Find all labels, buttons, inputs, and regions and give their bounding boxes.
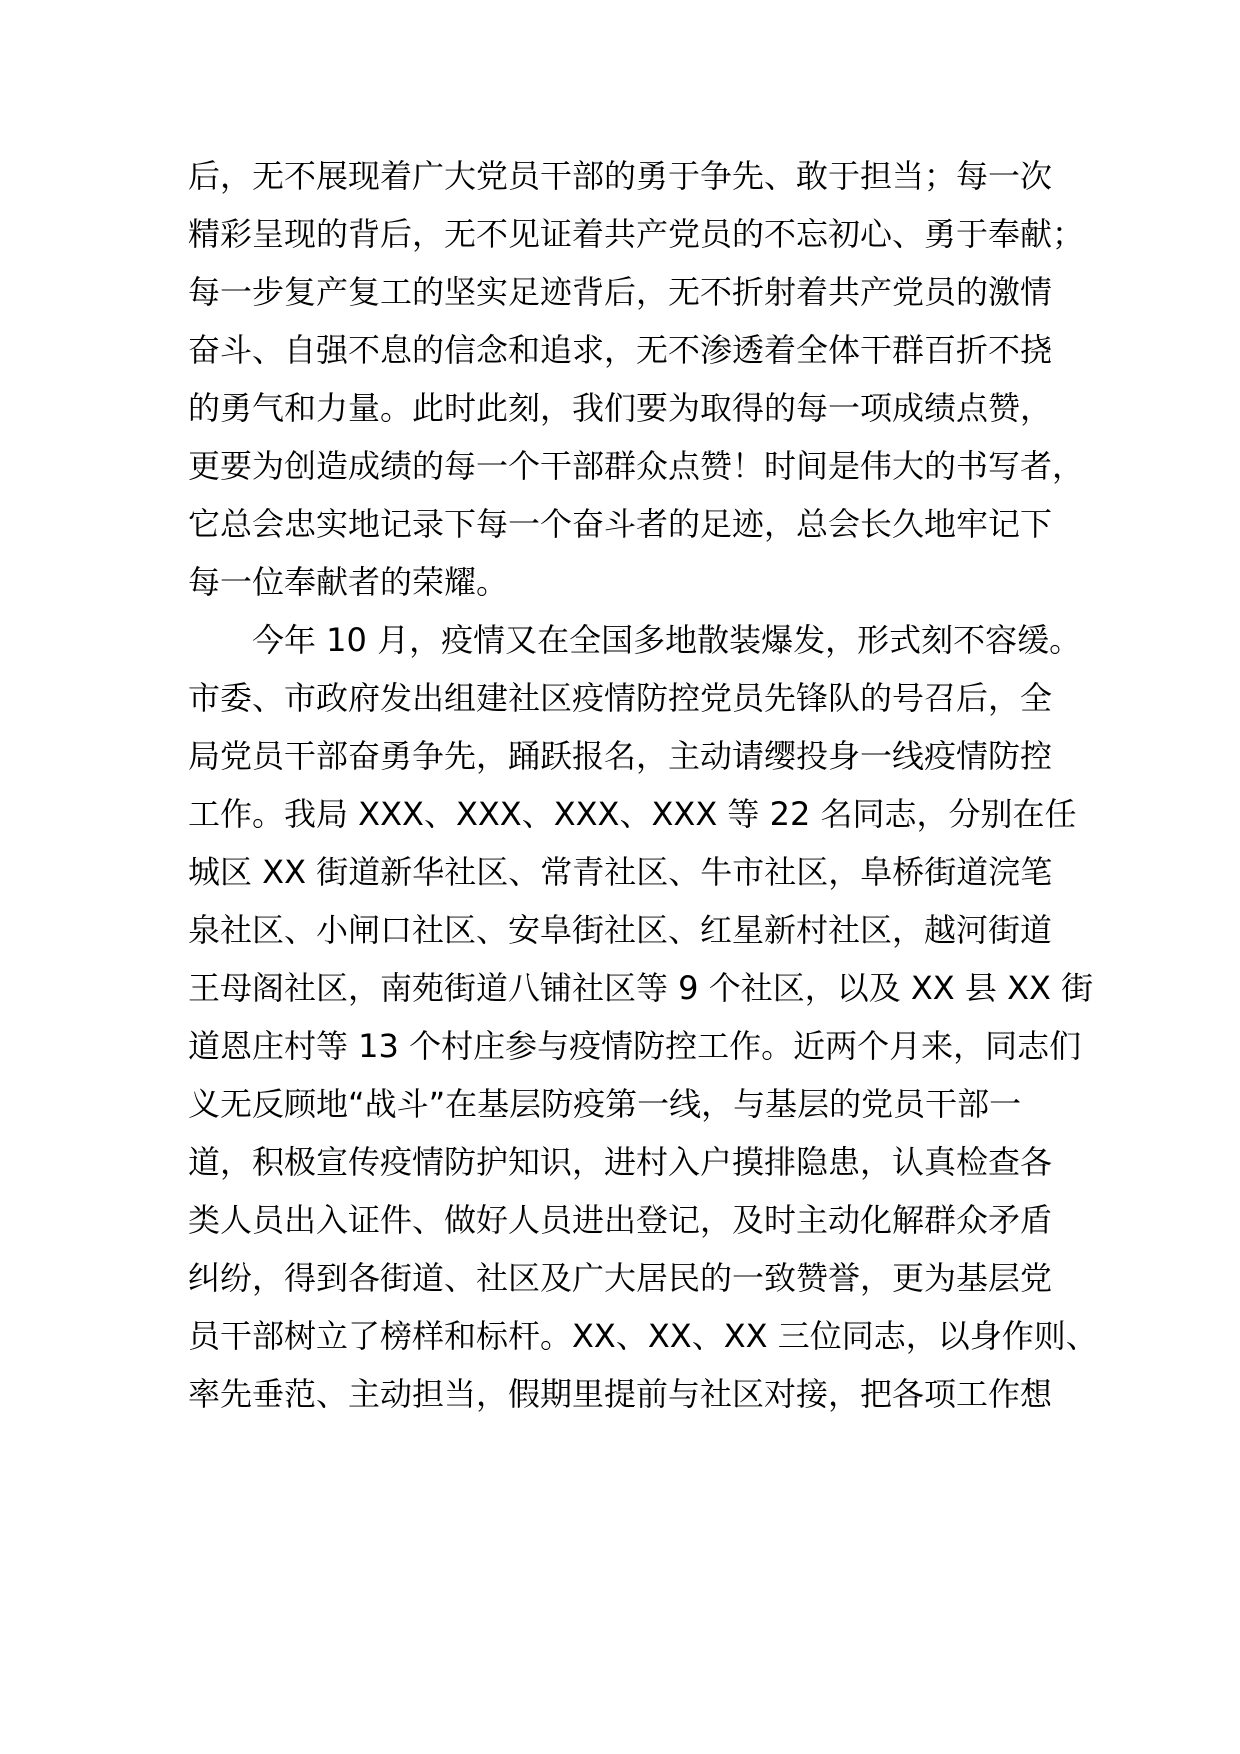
paragraph-start-line: 今年 10 月，疫情又在全国多地散装爆发，形式刻不容缓。 <box>252 621 1082 659</box>
text-line: 道，积极宣传疫情防护知识，进村入户摸排隐患，认真检查各 <box>188 1143 1053 1181</box>
text-line: 类人员出入证件、做好人员进出登记，及时主动化解群众矛盾 <box>188 1201 1053 1239</box>
text-line: 泉社区、小闸口社区、安阜街社区、红星新村社区，越河街道 <box>188 911 1053 949</box>
text-line: 精彩呈现的背后，无不见证着共产党员的不忘初心、勇于奉献； <box>188 215 1085 253</box>
text-line: 员干部树立了榜样和标杆。XX、XX、XX 三位同志，以身作则、 <box>188 1317 1098 1355</box>
text-line: 更要为创造成绩的每一个干部群众点赞！时间是伟大的书写者， <box>188 447 1085 485</box>
text-line: 工作。我局 XXX、XXX、XXX、XXX 等 22 名同志，分别在任 <box>188 795 1077 833</box>
text-line: 市委、市政府发出组建社区疫情防控党员先锋队的号召后，全 <box>188 679 1053 717</box>
text-line: 局党员干部奋勇争先，踊跃报名，主动请缨投身一线疫情防控 <box>188 737 1053 775</box>
text-line: 率先垂范、主动担当，假期里提前与社区对接，把各项工作想 <box>188 1375 1053 1413</box>
text-line: 它总会忠实地记录下每一个奋斗者的足迹，总会长久地牢记下 <box>188 505 1053 543</box>
text-line: 的勇气和力量。此时此刻，我们要为取得的每一项成绩点赞， <box>188 389 1053 427</box>
text-line: 每一位奉献者的荣耀。 <box>188 563 509 601</box>
text-line: 义无反顾地“战斗”在基层防疫第一线，与基层的党员干部一 <box>188 1085 1022 1123</box>
text-line: 后，无不展现着广大党员干部的勇于争先、敢于担当；每一次 <box>188 157 1053 195</box>
text-line: 每一步复产复工的坚实足迹背后，无不折射着共产党员的激情 <box>188 273 1053 311</box>
text-line: 道恩庄村等 13 个村庄参与疫情防控工作。近两个月来，同志们 <box>188 1027 1082 1065</box>
text-line: 纠纷，得到各街道、社区及广大居民的一致赞誉，更为基层党 <box>188 1259 1053 1297</box>
text-line: 奋斗、自强不息的信念和追求，无不渗透着全体干群百折不挠 <box>188 331 1053 369</box>
text-line: 城区 XX 街道新华社区、常青社区、牛市社区，阜桥街道浣笔 <box>188 853 1053 891</box>
text-line: 王母阁社区，南苑街道八铺社区等 9 个社区，以及 XX 县 XX 街 <box>188 969 1094 1007</box>
